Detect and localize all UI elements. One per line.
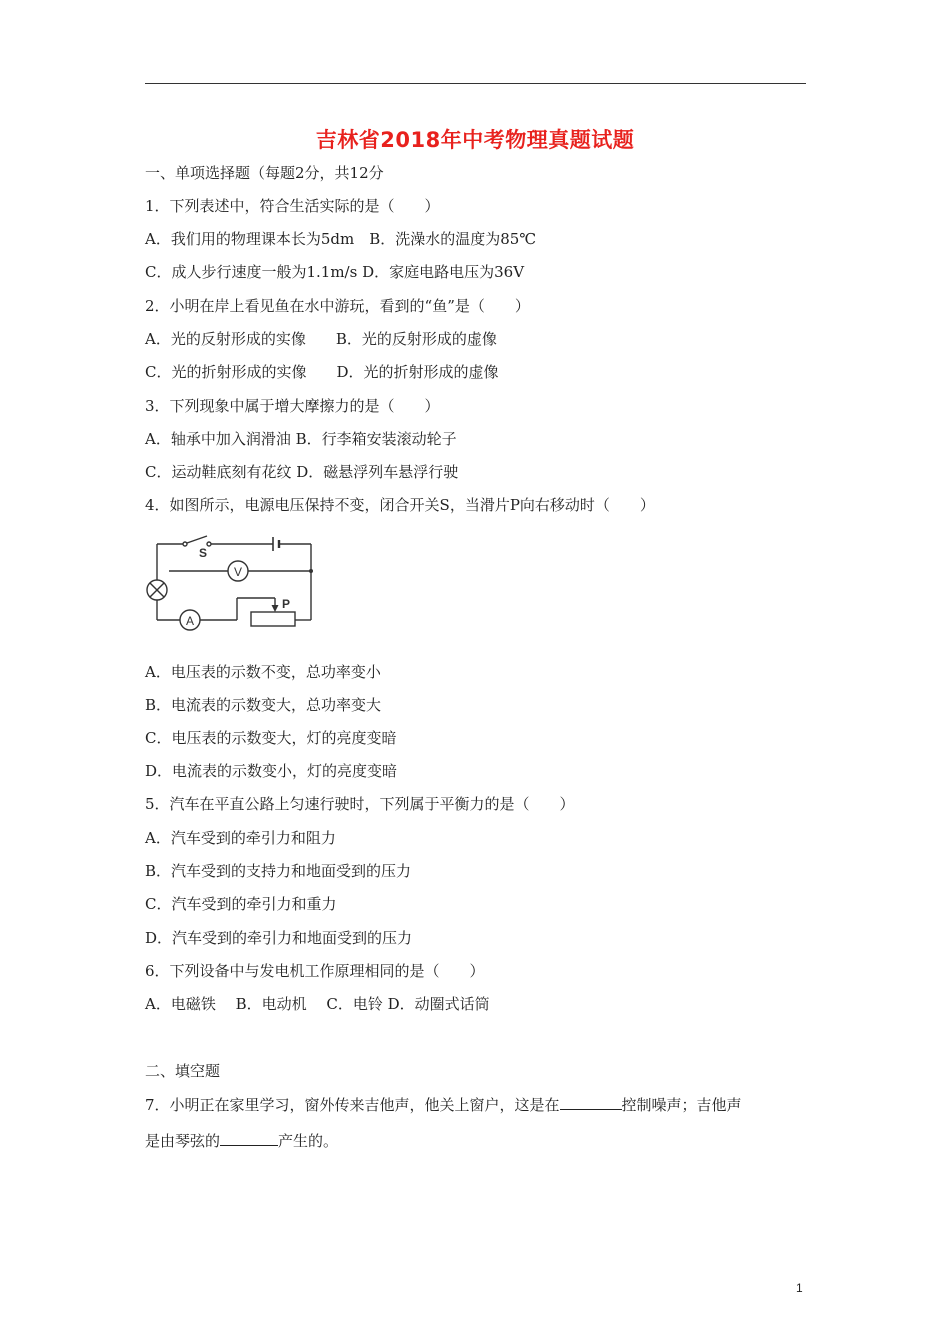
page-number: 1 xyxy=(796,1281,803,1295)
question-5-option-c: C．汽车受到的牵引力和重力 xyxy=(145,895,337,913)
question-1-options-ab: A．我们用的物理课本长为5dm B．洗澡水的温度为85℃ xyxy=(145,230,537,248)
question-4-stem: 4．如图所示，电源电压保持不变，闭合开关S，当滑片P向右移动时（ ） xyxy=(145,496,655,514)
switch-label: S xyxy=(198,546,208,560)
question-5-option-a: A．汽车受到的牵引力和阻力 xyxy=(145,829,336,847)
question-3-options-ab: A．轴承中加入润滑油 B．行李箱安装滚动轮子 xyxy=(145,430,457,448)
slider-label: P xyxy=(281,597,291,611)
question-7-text-2: 控制噪声；吉他声 xyxy=(621,1096,742,1114)
question-7-line-1 xyxy=(145,1095,742,1115)
question-5-option-b: B．汽车受到的支持力和地面受到的压力 xyxy=(145,862,412,880)
question-2-stem: 2．小明在岸上看见鱼在水中游玩，看到的“鱼”是（ ） xyxy=(145,297,530,315)
question-4-option-a: A．电压表的示数不变，总功率变小 xyxy=(145,663,381,681)
question-3-options-cd: C．运动鞋底刻有花纹 D．磁悬浮列车悬浮行驶 xyxy=(145,463,459,481)
question-7-text-4: 产生的。 xyxy=(278,1132,339,1150)
question-1-stem: 1．下列表述中，符合生活实际的是（ ） xyxy=(145,197,440,215)
question-7-text-3: 是由琴弦的 xyxy=(145,1132,221,1150)
header-rule xyxy=(145,83,806,84)
question-6-stem: 6．下列设备中与发电机工作原理相同的是（ ） xyxy=(145,962,485,980)
voltmeter-label: V xyxy=(233,565,243,579)
question-2-options-ab: A．光的反射形成的实像 B．光的反射形成的虚像 xyxy=(145,330,497,348)
question-6-options: A．电磁铁 B．电动机 C．电铃 D．动圈式话筒 xyxy=(145,995,490,1013)
question-7-text-1: 7．小明正在家里学习，窗外传来吉他声，他关上窗户，这是在 xyxy=(145,1096,560,1114)
question-5-option-d: D．汽车受到的牵引力和地面受到的压力 xyxy=(145,929,413,947)
section-heading-fill: 二、填空题 xyxy=(145,1062,221,1080)
ammeter-label: A xyxy=(185,614,195,628)
question-4-option-b: B．电流表的示数变大，总功率变大 xyxy=(145,696,382,714)
answer-blank-1[interactable] xyxy=(560,1095,622,1110)
question-7-line-2 xyxy=(145,1131,338,1151)
question-4-option-d: D．电流表的示数变小，灯的亮度变暗 xyxy=(145,762,398,780)
question-2-options-cd: C．光的折射形成的实像 D．光的折射形成的虚像 xyxy=(145,363,499,381)
page-title: 吉林省2018年中考物理真题试题 xyxy=(315,128,635,152)
question-1-options-cd: C．成人步行速度一般为1.1m/s D．家庭电路电压为36V xyxy=(145,263,525,281)
answer-blank-2[interactable] xyxy=(220,1131,278,1146)
question-4-option-c: C．电压表的示数变大，灯的亮度变暗 xyxy=(145,729,397,747)
question-3-stem: 3．下列现象中属于增大摩擦力的是（ ） xyxy=(145,397,440,415)
circuit-diagram xyxy=(145,530,325,635)
question-5-stem: 5．汽车在平直公路上匀速行驶时，下列属于平衡力的是（ ） xyxy=(145,795,575,813)
section-heading-choice: 一、单项选择题（每题2分，共12分 xyxy=(145,164,384,182)
